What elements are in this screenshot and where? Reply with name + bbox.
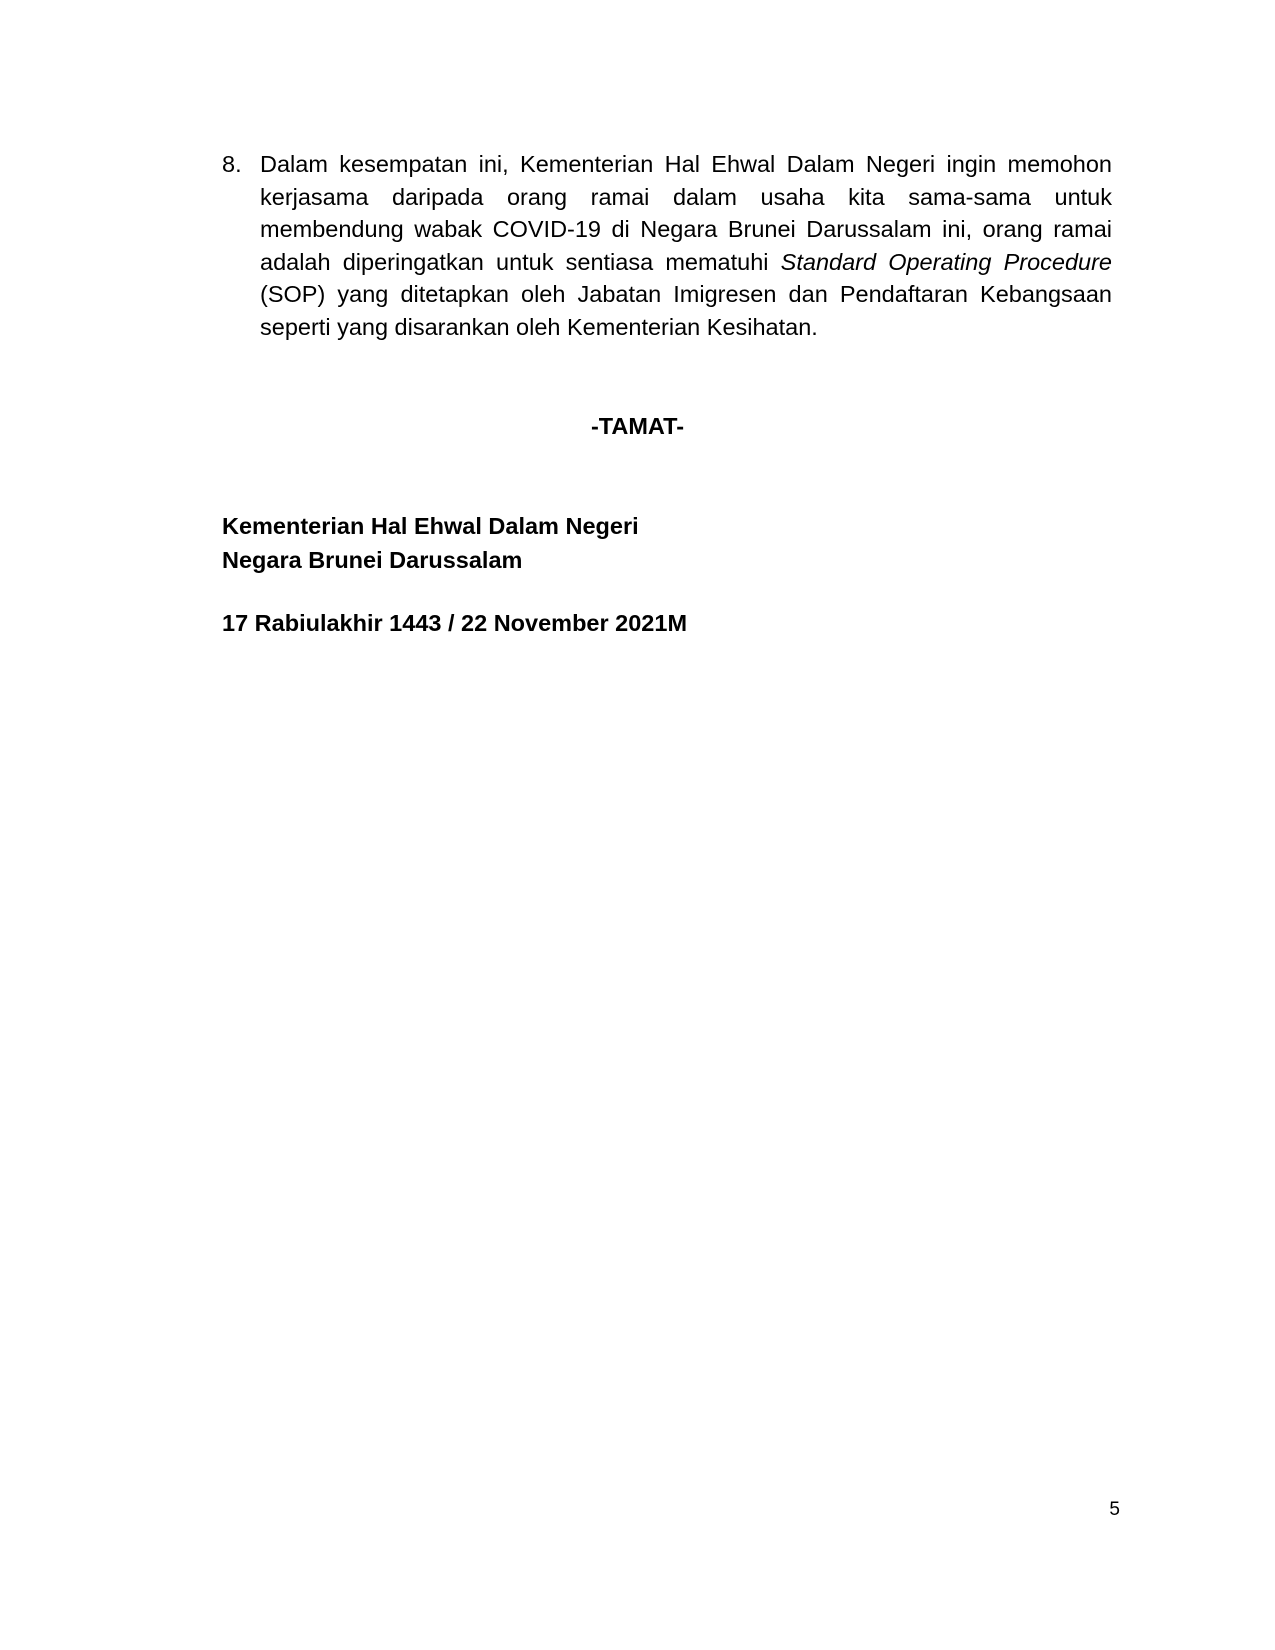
paragraph-8 — [222, 148, 1112, 344]
paragraph-text-end: (SOP) yang ditetapkan oleh Jabatan Imigresen dan Pendaftaran Kebangsaan seperti yang disarankan oleh Kementerian Kesihatan. — [260, 281, 1112, 340]
country-name: Negara Brunei Darussalam — [222, 547, 523, 573]
paragraph-italic-term: Standard Operating Procedure — [780, 248, 1112, 275]
paragraph-text — [260, 148, 1112, 344]
paragraph-text-start: Dalam kesempatan ini, Kementerian Hal Ehwal Dalam Negeri ingin memohon kerjasama daripada orang ramai dalam usaha kita sama-sama untuk membendung wabak COVID-19 di Negara Brunei Darussalam ini, orang ramai adalah diperingatkan untuk sentiasa mematuhi — [260, 151, 1112, 275]
end-marker: -TAMAT- — [590, 413, 685, 439]
ministry-name: Kementerian Hal Ehwal Dalam Negeri — [222, 513, 639, 539]
release-date: 17 Rabiulakhir 1443 / 22 November 2021M — [222, 610, 688, 636]
paragraph-number: 8. — [222, 151, 242, 177]
signature-block — [222, 509, 639, 577]
page-number: 5 — [1109, 1499, 1120, 1520]
